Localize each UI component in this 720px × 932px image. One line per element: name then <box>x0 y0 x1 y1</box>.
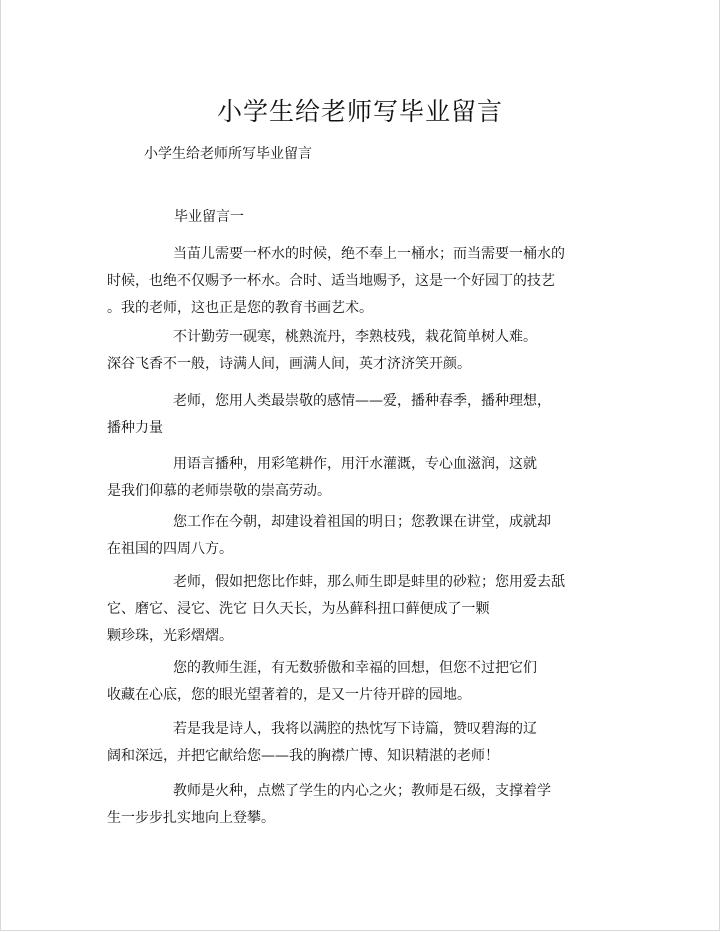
paragraph-6 <box>107 569 627 650</box>
paragraph-7 <box>107 655 627 709</box>
paragraph-line: 您的教师生涯，有无数骄傲和幸福的回想，但您不过把它们 <box>173 660 537 676</box>
paragraph-8 <box>107 716 627 770</box>
paragraph-line: 老师，您用人类最崇敬的感情——爱，播种春季，播种理想， <box>173 393 551 409</box>
paragraph-5 <box>107 509 627 563</box>
paragraph-line: 。我的老师，这也正是您的教育书画艺术。 <box>107 300 373 316</box>
paragraph-line: 它、磨它、浸它、洗它 日久天长，为丛藓科扭口藓便成了一颗 <box>107 601 490 617</box>
document-title: 小学生给老师写毕业留言 <box>216 97 503 126</box>
paragraph-2 <box>107 324 627 378</box>
paragraph-line: 若是我是诗人，我将以满腔的热忱写下诗篇，赞叹碧海的辽 <box>173 721 537 737</box>
paragraph-line: 在祖国的四周八方。 <box>107 541 233 557</box>
section-heading: 毕业留言一 <box>174 209 244 225</box>
paragraph-1 <box>107 241 627 322</box>
paragraph-line: 不计勤劳一砚寒，桃熟流丹，李熟枝残，栽花简单树人难。 <box>173 329 537 345</box>
document-subtitle: 小学生给老师所写毕业留言 <box>144 146 312 162</box>
paragraph-line: 深谷飞香不一般，诗满人间，画满人间，英才济济笑开颜。 <box>107 356 471 372</box>
paragraph-line: 教师是火种，点燃了学生的内心之火；教师是石级，支撑着学 <box>173 783 551 799</box>
paragraph-line: 时候，也绝不仅赐予一杯水。合时、适当地赐予，这是一个好园丁的技艺 <box>107 273 555 289</box>
paragraph-line: 用语言播种，用彩笔耕作，用汗水灌溉，专心血滋润，这就 <box>173 456 537 472</box>
paragraph-line: 是我们仰慕的老师崇敬的崇高劳动。 <box>107 483 331 499</box>
paragraph-9 <box>107 778 627 832</box>
paragraph-line: 老师，假如把您比作蚌，那么师生即是蚌里的砂粒；您用爱去舐 <box>173 574 565 590</box>
paragraph-line: 生一步步扎实地向上登攀。 <box>107 810 275 826</box>
paragraph-line: 颗珍珠，光彩熠熠。 <box>107 628 233 644</box>
paragraph-line: 阔和深远，并把它献给您——我的胸襟广博、知识精湛的老师！ <box>107 748 499 764</box>
paragraph-line: 收藏在心底，您的眼光望著着的，是又一片待开辟的园地。 <box>107 687 471 703</box>
paragraph-line: 播种力量 <box>107 420 163 436</box>
paragraph-line: 您工作在今朝，却建设着祖国的明日；您教课在讲堂，成就却 <box>173 514 551 530</box>
paragraph-4 <box>107 451 627 505</box>
paragraph-3 <box>107 388 627 442</box>
paragraph-line: 当苗儿需要一杯水的时候，绝不奉上一桶水；而当需要一桶水的 <box>173 246 565 262</box>
